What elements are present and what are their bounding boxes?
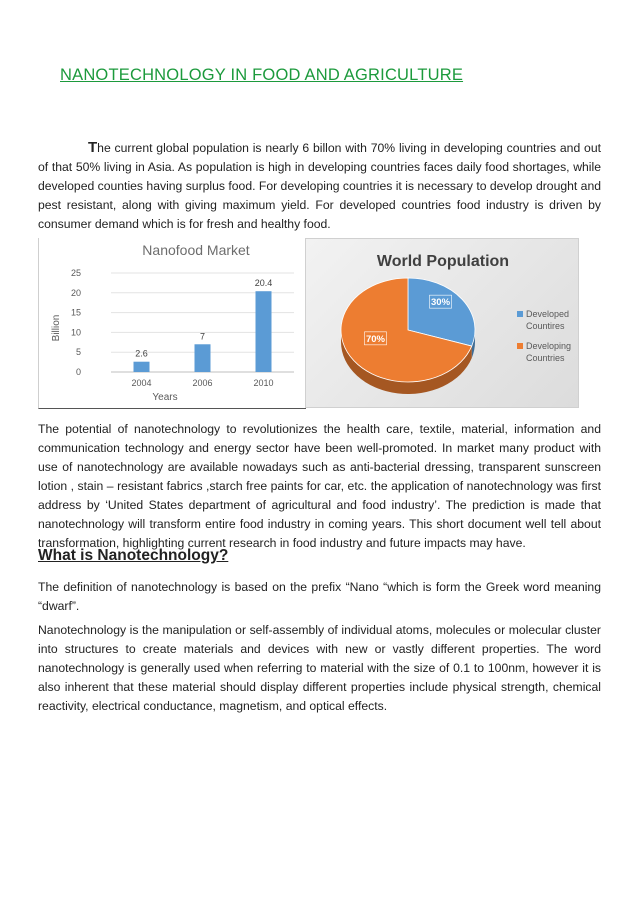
section-heading: What is Nanotechnology? [38,547,229,564]
nanofood-market-svg [39,238,307,409]
slice-label: 30% [431,297,451,309]
x-tick-label: 2010 [253,378,274,388]
chart-title: World Population [376,253,510,270]
legend-swatch [517,311,523,317]
page-title: NANOTECHNOLOGY IN FOOD AND AGRICULTURE [60,66,464,84]
x-axis-title: Years [152,392,178,403]
y-axis-title: Billion [51,314,62,342]
y-tick-label: 20 [70,287,81,298]
legend [517,309,571,363]
slice-label: 70% [365,333,385,345]
y-tick-label: 15 [70,307,81,318]
intro-text: he current global population is nearly 6 billon with 70% living in developing countries and out of that 50% living in Asia. As population is high in developing countries faces daily food shortages, while developed counties having surplus food. For developing countries it is necessary to develop drought and pest resistant, along with giving maximum yield. For developed countries food industry is driven by consumer demand which is for fresh and healthy food. [38,141,602,231]
y-tick-label: 25 [70,268,81,278]
x-tick-label: 2004 [131,378,152,388]
bar-2004 [134,362,150,372]
world-population-chart [305,238,579,408]
definition-paragraph: The definition of nanotechnology is based on the prefix “Nano “which is form the Greek word meaning “dwarf”. [38,580,601,613]
legend-swatch [517,343,523,349]
world-population-svg [306,239,580,409]
bar-2010 [256,291,272,372]
y-tick-label: 5 [75,347,81,358]
potential-paragraph: The potential of nanotechnology to revolutionizes the health care, textile, material, information and communication technology and energy sector have been well-promoted. In market many product with use of nanotechnology are available nowadays such as anti-bacterial dressing, transparent sunscreen lotion , stain – resistant fabrics ,starch free paints for car, etc. the application of nanotechnology was first address by ‘United States department of agricultural and food industry’. The prediction is made that nanotechnology will transform entire food industry in coming years. This short document well tell about transformation, highlighting current research in food industry and future impacts may have. [38,422,601,550]
y-tick-label: 0 [75,367,81,377]
bar-2006 [195,344,211,372]
nanofood-market-chart [38,238,306,409]
x-tick-label: 2006 [192,378,213,388]
pie [341,278,475,394]
value-label: 20.4 [254,278,273,289]
value-label: 7 [199,331,206,342]
y-tick-labels [71,268,81,377]
intro-paragraph [38,138,601,234]
manipulation-paragraph: Nanotechnology is the manipulation or self-assembly of individual atoms, molecules or molecular cluster into structures to create materials and devices with new or vastly different properties. The word nanotechnology is generally used when referring to material with the size of 0.1 to 100nm, however it is also inherent that these material should display different properties include physical strength, chemical reactivity, electrical conductance, magnetism, and optical effects. [38,623,601,713]
value-label: 2.6 [135,348,148,359]
y-tick-label: 10 [70,327,81,338]
drop-cap: T [88,139,98,156]
legend-label: Developing Countries [526,341,572,363]
x-tick-labels [131,378,273,388]
legend-label: Developed Countires [526,309,570,331]
chart-title: Nanofood Market [142,242,250,258]
